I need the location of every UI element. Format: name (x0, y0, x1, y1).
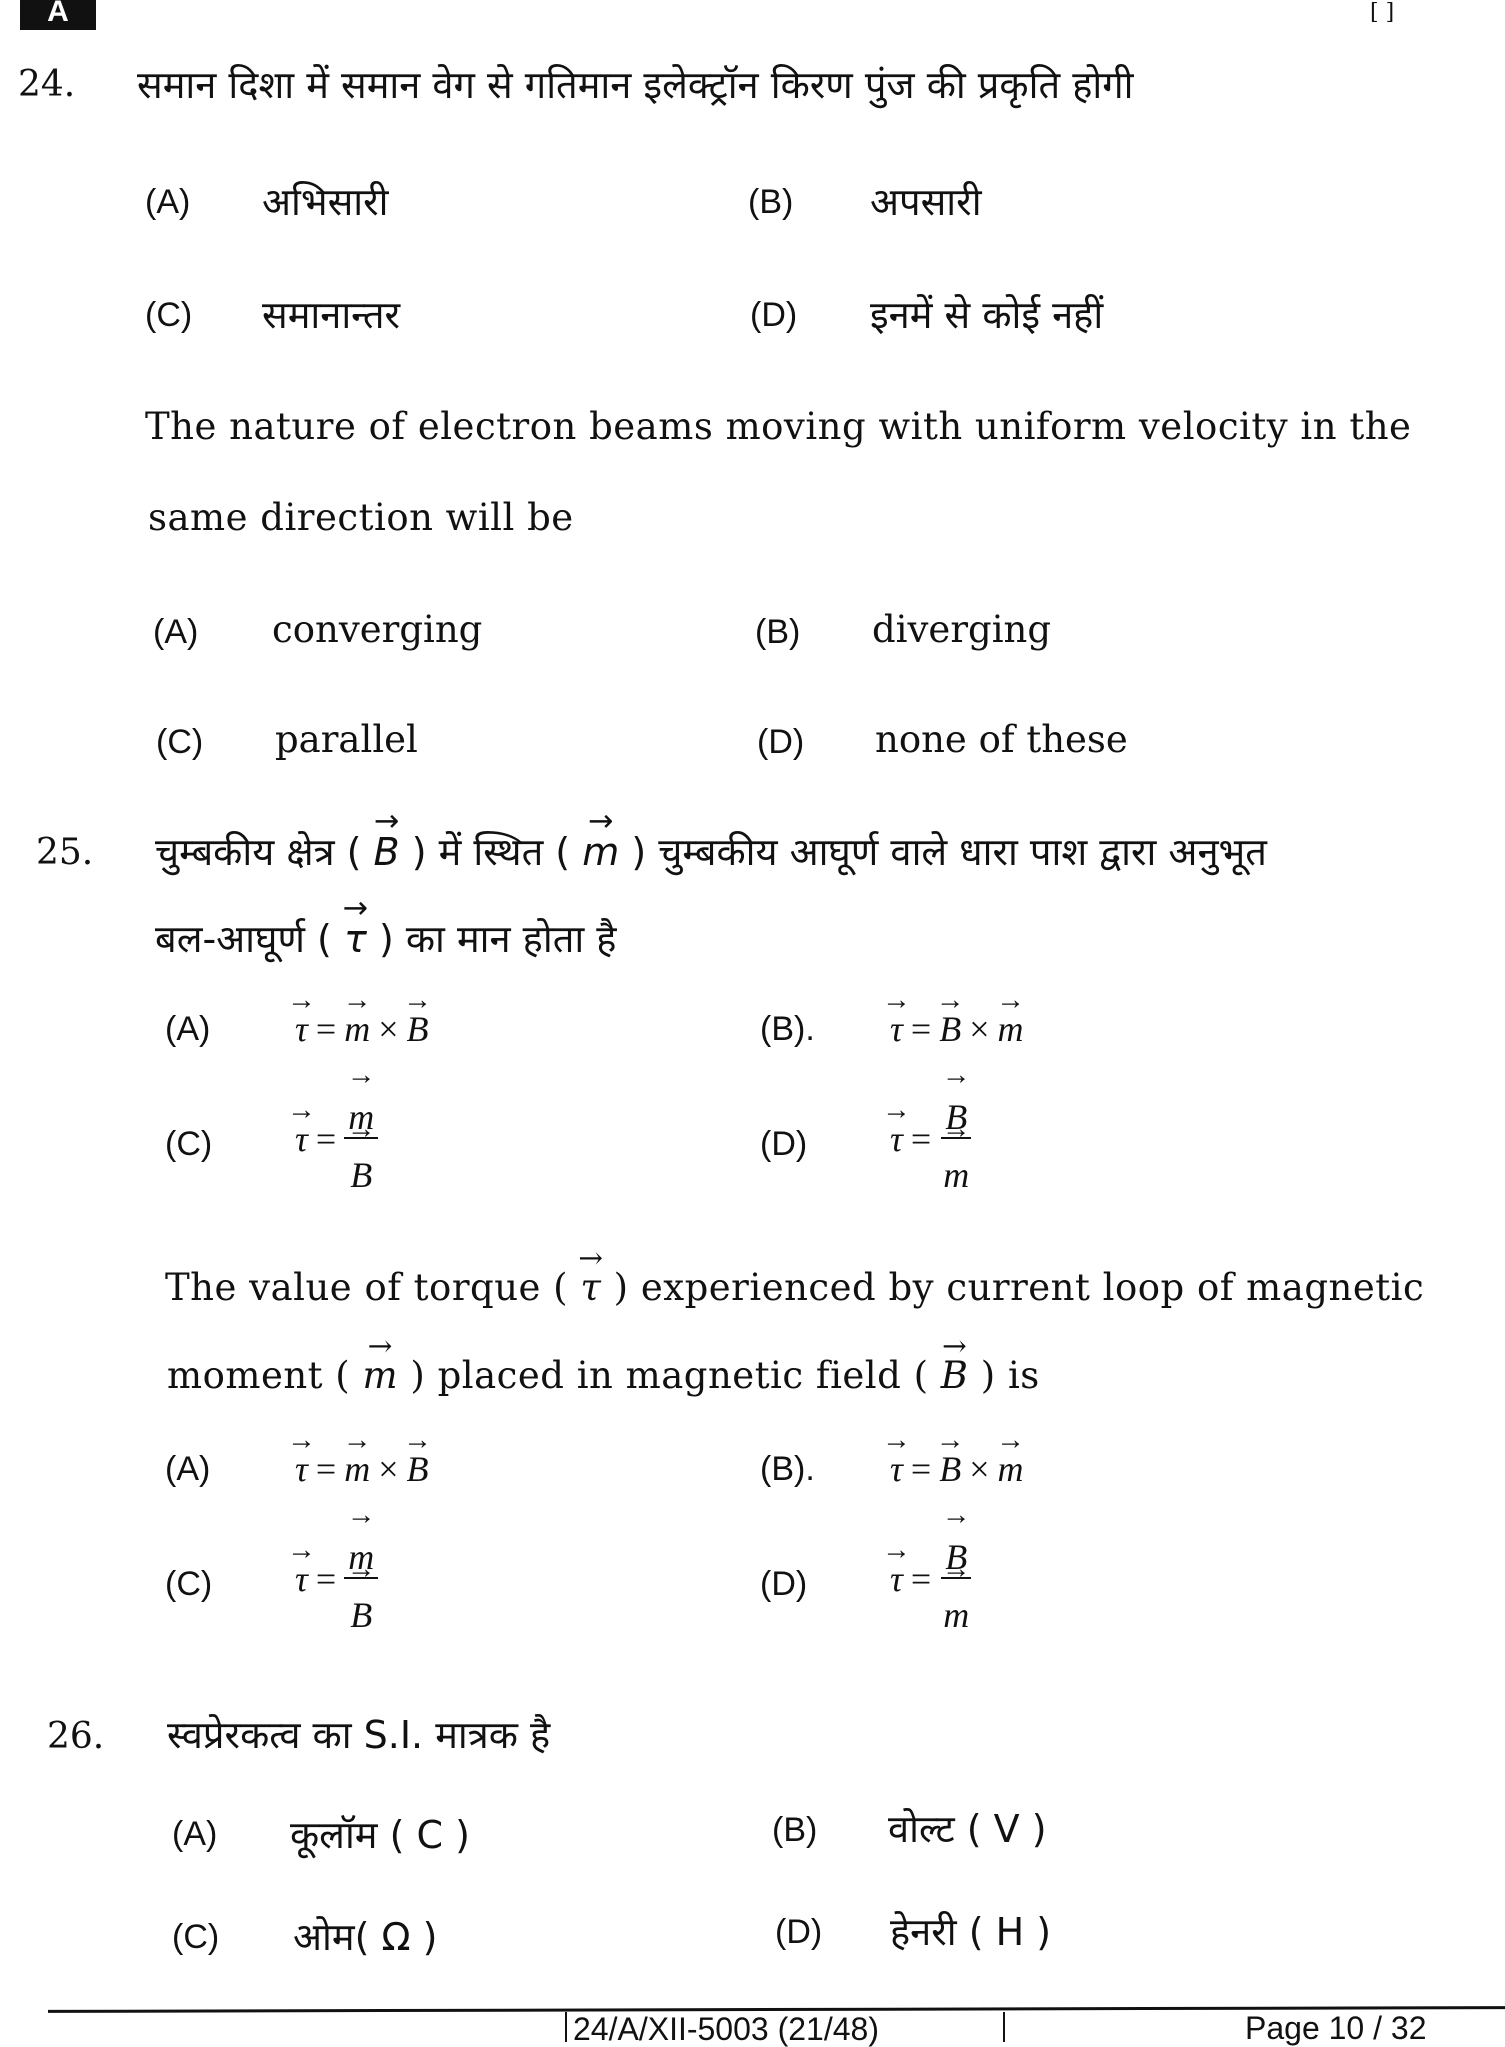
option-text: इनमें से कोई नहीं (870, 293, 1104, 337)
text: The value of torque ( (165, 1266, 569, 1309)
option-text: अपसारी (870, 180, 982, 224)
vector-symbol: → τ (295, 1558, 308, 1600)
option-label: (A) (165, 1010, 211, 1048)
vector-symbol: → m (998, 1008, 1024, 1050)
question-number: 25. (36, 832, 94, 873)
vector-symbol: → τ (890, 1448, 903, 1490)
fraction (939, 1085, 973, 1193)
fraction (939, 1525, 973, 1633)
vector-symbol: → m (582, 830, 619, 874)
text: ) में स्थित ( (411, 830, 571, 874)
option-text: converging (272, 608, 483, 651)
option-text: parallel (275, 718, 418, 761)
fraction (344, 1525, 378, 1633)
numerator-vector: → B (941, 1525, 971, 1579)
text: ) का मान होता है (378, 917, 617, 961)
option-label: (D) (757, 723, 805, 761)
vector-symbol: → τ (295, 1118, 308, 1160)
vector-symbol: → B (939, 1448, 961, 1490)
operator: × (969, 1449, 990, 1489)
denominator-vector: → B (346, 1139, 376, 1193)
vector-symbol: → m (344, 1448, 370, 1490)
vector-symbol: → τ (295, 1448, 308, 1490)
vector-symbol: → τ (295, 1008, 308, 1050)
option-label: (A) (153, 613, 199, 651)
question-text-english (165, 1266, 1424, 1309)
option-formula (295, 1085, 378, 1193)
denominator-vector: → m (939, 1579, 973, 1633)
option-formula (890, 1525, 973, 1633)
header-bracket: [ ] (1370, 0, 1395, 25)
option-label: (D) (775, 1913, 823, 1951)
text: ) experienced by current loop of magnetic (613, 1266, 1425, 1309)
option-label: (A) (172, 1815, 218, 1853)
text: ) चुम्बकीय आघूर्ण वाले धारा पाश द्वारा अनुभूत (631, 830, 1267, 874)
operator: × (969, 1009, 990, 1049)
text: बल-आघूर्ण ( (155, 917, 332, 961)
option-text: हेनरी ( H ) (890, 1910, 1052, 1954)
question-text-hindi: स्वप्रेरकत्व का S.I. मात्रक है (167, 1713, 551, 1757)
question-number: 24. (18, 64, 76, 105)
denominator-vector: → m (939, 1139, 973, 1193)
option-text: diverging (872, 608, 1052, 651)
option-formula (890, 1448, 1024, 1490)
option-text: none of these (875, 718, 1128, 761)
vector-symbol: → τ (580, 1266, 601, 1309)
option-text: ओम( Ω ) (293, 1915, 438, 1959)
paper-set-badge: A (20, 0, 96, 30)
vector-symbol: → τ (890, 1118, 903, 1160)
page-number: Page 10 / 32 (1245, 2010, 1427, 2046)
option-label: (B). (760, 1450, 815, 1488)
vector-symbol: → B (374, 830, 400, 874)
operator: × (378, 1449, 399, 1489)
vector-symbol: → τ (890, 1558, 903, 1600)
question-text-english: The nature of electron beams moving with uniform velocity in the (145, 405, 1412, 448)
option-text: समानान्तर (262, 293, 401, 337)
option-label: (C) (165, 1565, 213, 1603)
vector-symbol: → m (998, 1448, 1024, 1490)
vector-symbol: → m (344, 1008, 370, 1050)
option-text: वोल्ट ( V ) (888, 1807, 1047, 1851)
option-label: (A) (165, 1450, 211, 1488)
vector-symbol: → m (363, 1354, 399, 1397)
operator: = (910, 1559, 932, 1599)
vector-symbol: → B (407, 1448, 429, 1490)
operator: = (910, 1119, 932, 1159)
option-text: कूलॉम ( C ) (290, 1813, 470, 1857)
option-label: (C) (165, 1125, 213, 1163)
fraction (344, 1085, 378, 1193)
vector-symbol: → B (941, 1354, 969, 1397)
option-label: (C) (145, 296, 193, 334)
numerator-vector: → B (941, 1085, 971, 1139)
operator: = (315, 1009, 337, 1049)
operator: = (910, 1009, 932, 1049)
option-label: (B) (755, 613, 801, 651)
numerator-vector: → m (344, 1525, 378, 1579)
option-label: (B) (748, 183, 794, 221)
question-text-hindi (155, 912, 616, 964)
denominator-vector: → B (346, 1579, 376, 1633)
option-label: (D) (760, 1125, 808, 1163)
operator: = (910, 1449, 932, 1489)
text: चुम्बकीय क्षेत्र ( (155, 830, 362, 874)
question-number: 26. (47, 1716, 105, 1757)
question-text-english: same direction will be (148, 496, 574, 539)
question-text-english (167, 1354, 1040, 1397)
option-text: अभिसारी (262, 180, 389, 224)
option-label: (A) (145, 183, 191, 221)
text: ) placed in magnetic field ( (410, 1354, 929, 1397)
option-label: (D) (750, 296, 798, 334)
vector-symbol: → τ (890, 1008, 903, 1050)
option-label: (C) (172, 1918, 220, 1956)
vector-symbol: → B (939, 1008, 961, 1050)
option-formula (295, 1008, 429, 1050)
question-text-hindi: समान दिशा में समान वेग से गतिमान इलेक्ट्रॉन किरण पुंज की प्रकृति होगी (137, 63, 1134, 107)
text: moment ( (167, 1354, 351, 1397)
paper-code: 24/A/XII-5003 (21/48) (565, 2012, 1005, 2042)
option-label: (D) (760, 1565, 808, 1603)
option-formula (890, 1085, 973, 1193)
question-text-hindi (155, 825, 1267, 877)
operator: = (315, 1119, 337, 1159)
operator: = (315, 1449, 337, 1489)
vector-symbol: → B (407, 1008, 429, 1050)
numerator-vector: → m (344, 1085, 378, 1139)
option-label: (C) (156, 723, 204, 761)
option-formula (295, 1448, 429, 1490)
operator: = (315, 1559, 337, 1599)
vector-symbol: → τ (344, 917, 367, 961)
option-formula (890, 1008, 1024, 1050)
operator: × (378, 1009, 399, 1049)
option-label: (B). (760, 1010, 815, 1048)
option-formula (295, 1525, 378, 1633)
text: ) is (980, 1354, 1040, 1397)
option-label: (B) (772, 1811, 818, 1849)
